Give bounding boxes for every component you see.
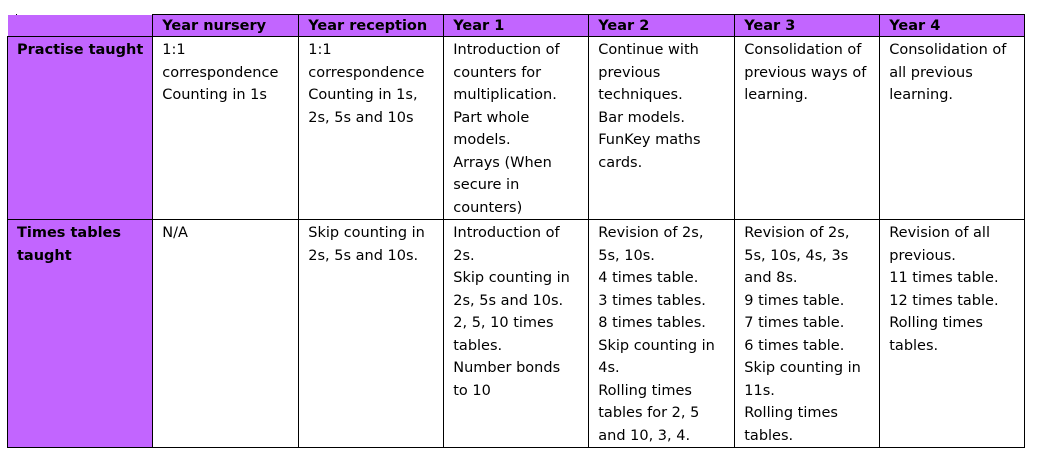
cell-times-year-2: [589, 220, 735, 448]
cell-line: Skip counting in: [308, 225, 425, 241]
cell-line: 5s, 10s.: [598, 247, 655, 264]
curriculum-table: [7, 14, 1025, 448]
cell-line: Continue with: [598, 42, 699, 58]
cell-practise-nursery: [153, 37, 299, 220]
cell-line: Skip counting in: [598, 337, 715, 354]
header-corner-cell: [8, 15, 153, 37]
cell-practise-year-4: [880, 37, 1025, 220]
cell-practise-year-3: [735, 37, 880, 220]
cell-line: Revision of all: [889, 225, 990, 241]
row-label-line: Practise taught: [17, 42, 144, 58]
cell-line: learning.: [889, 87, 954, 103]
cell-line: N/A: [162, 225, 188, 241]
cell-line: FunKey maths: [598, 132, 701, 148]
cell-line: previous ways of: [744, 64, 867, 81]
cell-line: 2s, 5s and 10s.: [453, 292, 564, 309]
cell-line: Skip counting in: [453, 270, 570, 286]
cell-line: 2s.: [453, 247, 475, 264]
cell-line: models.: [453, 132, 511, 148]
cell-line: Rolling times: [744, 405, 838, 421]
table-row-times-tables: [8, 220, 1025, 448]
cell-line: tables for 2, 5: [598, 405, 700, 421]
cell-line: techniques.: [598, 87, 683, 103]
cell-line: to 10: [453, 382, 491, 399]
cell-times-year-4: [880, 220, 1025, 448]
cell-line: Consolidation of: [744, 42, 862, 58]
cell-line: 4s.: [598, 360, 620, 376]
cell-times-year-1: [444, 220, 589, 448]
cell-times-year-3: [735, 220, 880, 448]
header-year-nursery: Year nursery: [153, 15, 299, 37]
cell-line: 9 times table.: [744, 292, 845, 309]
header-year-reception: Year reception: [299, 15, 444, 37]
cell-line: 7 times table.: [744, 315, 845, 331]
cell-line: tables.: [744, 427, 794, 444]
row-label-times-tables-taught: [8, 220, 153, 448]
cell-line: Skip counting in: [744, 360, 861, 376]
cell-line: Part whole: [453, 109, 530, 126]
cell-practise-year-1: [444, 37, 589, 220]
cell-line: multiplication.: [453, 87, 557, 103]
row-label-line: taught: [17, 247, 72, 264]
cell-times-nursery: [153, 220, 299, 448]
cell-line: Consolidation of: [889, 42, 1007, 58]
cell-line: Introduction of: [453, 225, 560, 241]
header-year-3: Year 3: [735, 15, 880, 37]
cell-line: 2s, 5s and 10s.: [308, 247, 419, 264]
cell-line: Introduction of: [453, 42, 560, 58]
table-row-practise: [8, 37, 1025, 220]
cell-line: 2s, 5s and 10s: [308, 109, 414, 126]
cell-line: tables.: [889, 337, 939, 354]
cell-line: Rolling times: [598, 382, 692, 399]
cell-line: 3 times tables.: [598, 292, 706, 309]
cell-line: 12 times table.: [889, 292, 999, 309]
cell-line: secure in: [453, 177, 520, 193]
cell-line: Counting in 1s: [162, 87, 267, 103]
cell-line: learning.: [744, 87, 809, 103]
cell-line: 1:1: [162, 42, 186, 58]
cell-line: Counting in 1s,: [308, 87, 418, 103]
cell-line: and 8s.: [744, 270, 798, 286]
cell-line: 6 times table.: [744, 337, 845, 354]
cell-line: 4 times table.: [598, 270, 699, 286]
cell-line: and 10, 3, 4.: [598, 427, 691, 444]
cell-line: Rolling times: [889, 315, 983, 331]
cell-line: 2, 5, 10 times: [453, 315, 554, 331]
cell-line: 11 times table.: [889, 270, 999, 286]
cell-line: counters): [453, 199, 523, 216]
cell-line: 1:1: [308, 42, 332, 58]
cell-line: tables.: [453, 337, 503, 354]
header-year-1: Year 1: [444, 15, 589, 37]
cell-line: 5s, 10s, 4s, 3s: [744, 247, 849, 264]
cell-practise-year-2: [589, 37, 735, 220]
cell-line: correspondence: [308, 64, 425, 81]
cell-practise-reception: [299, 37, 444, 220]
cell-line: previous: [598, 64, 661, 81]
cell-line: cards.: [598, 154, 643, 171]
cell-line: all previous: [889, 64, 973, 81]
header-year-2: Year 2: [589, 15, 735, 37]
cell-line: previous.: [889, 247, 956, 264]
header-row: [8, 15, 1025, 37]
cell-line: correspondence: [162, 64, 279, 81]
cell-times-reception: [299, 220, 444, 448]
row-label-line: Times tables: [17, 225, 122, 241]
cell-line: Arrays (When: [453, 154, 552, 171]
row-label-practise-taught: [8, 37, 153, 220]
cell-line: Number bonds: [453, 360, 561, 376]
cell-line: Revision of 2s,: [598, 225, 704, 241]
cell-line: Bar models.: [598, 109, 685, 126]
cell-line: 11s.: [744, 382, 775, 399]
header-year-4: Year 4: [880, 15, 1025, 37]
cell-line: counters for: [453, 64, 542, 81]
cell-line: 8 times tables.: [598, 315, 706, 331]
cell-line: Revision of 2s,: [744, 225, 850, 241]
